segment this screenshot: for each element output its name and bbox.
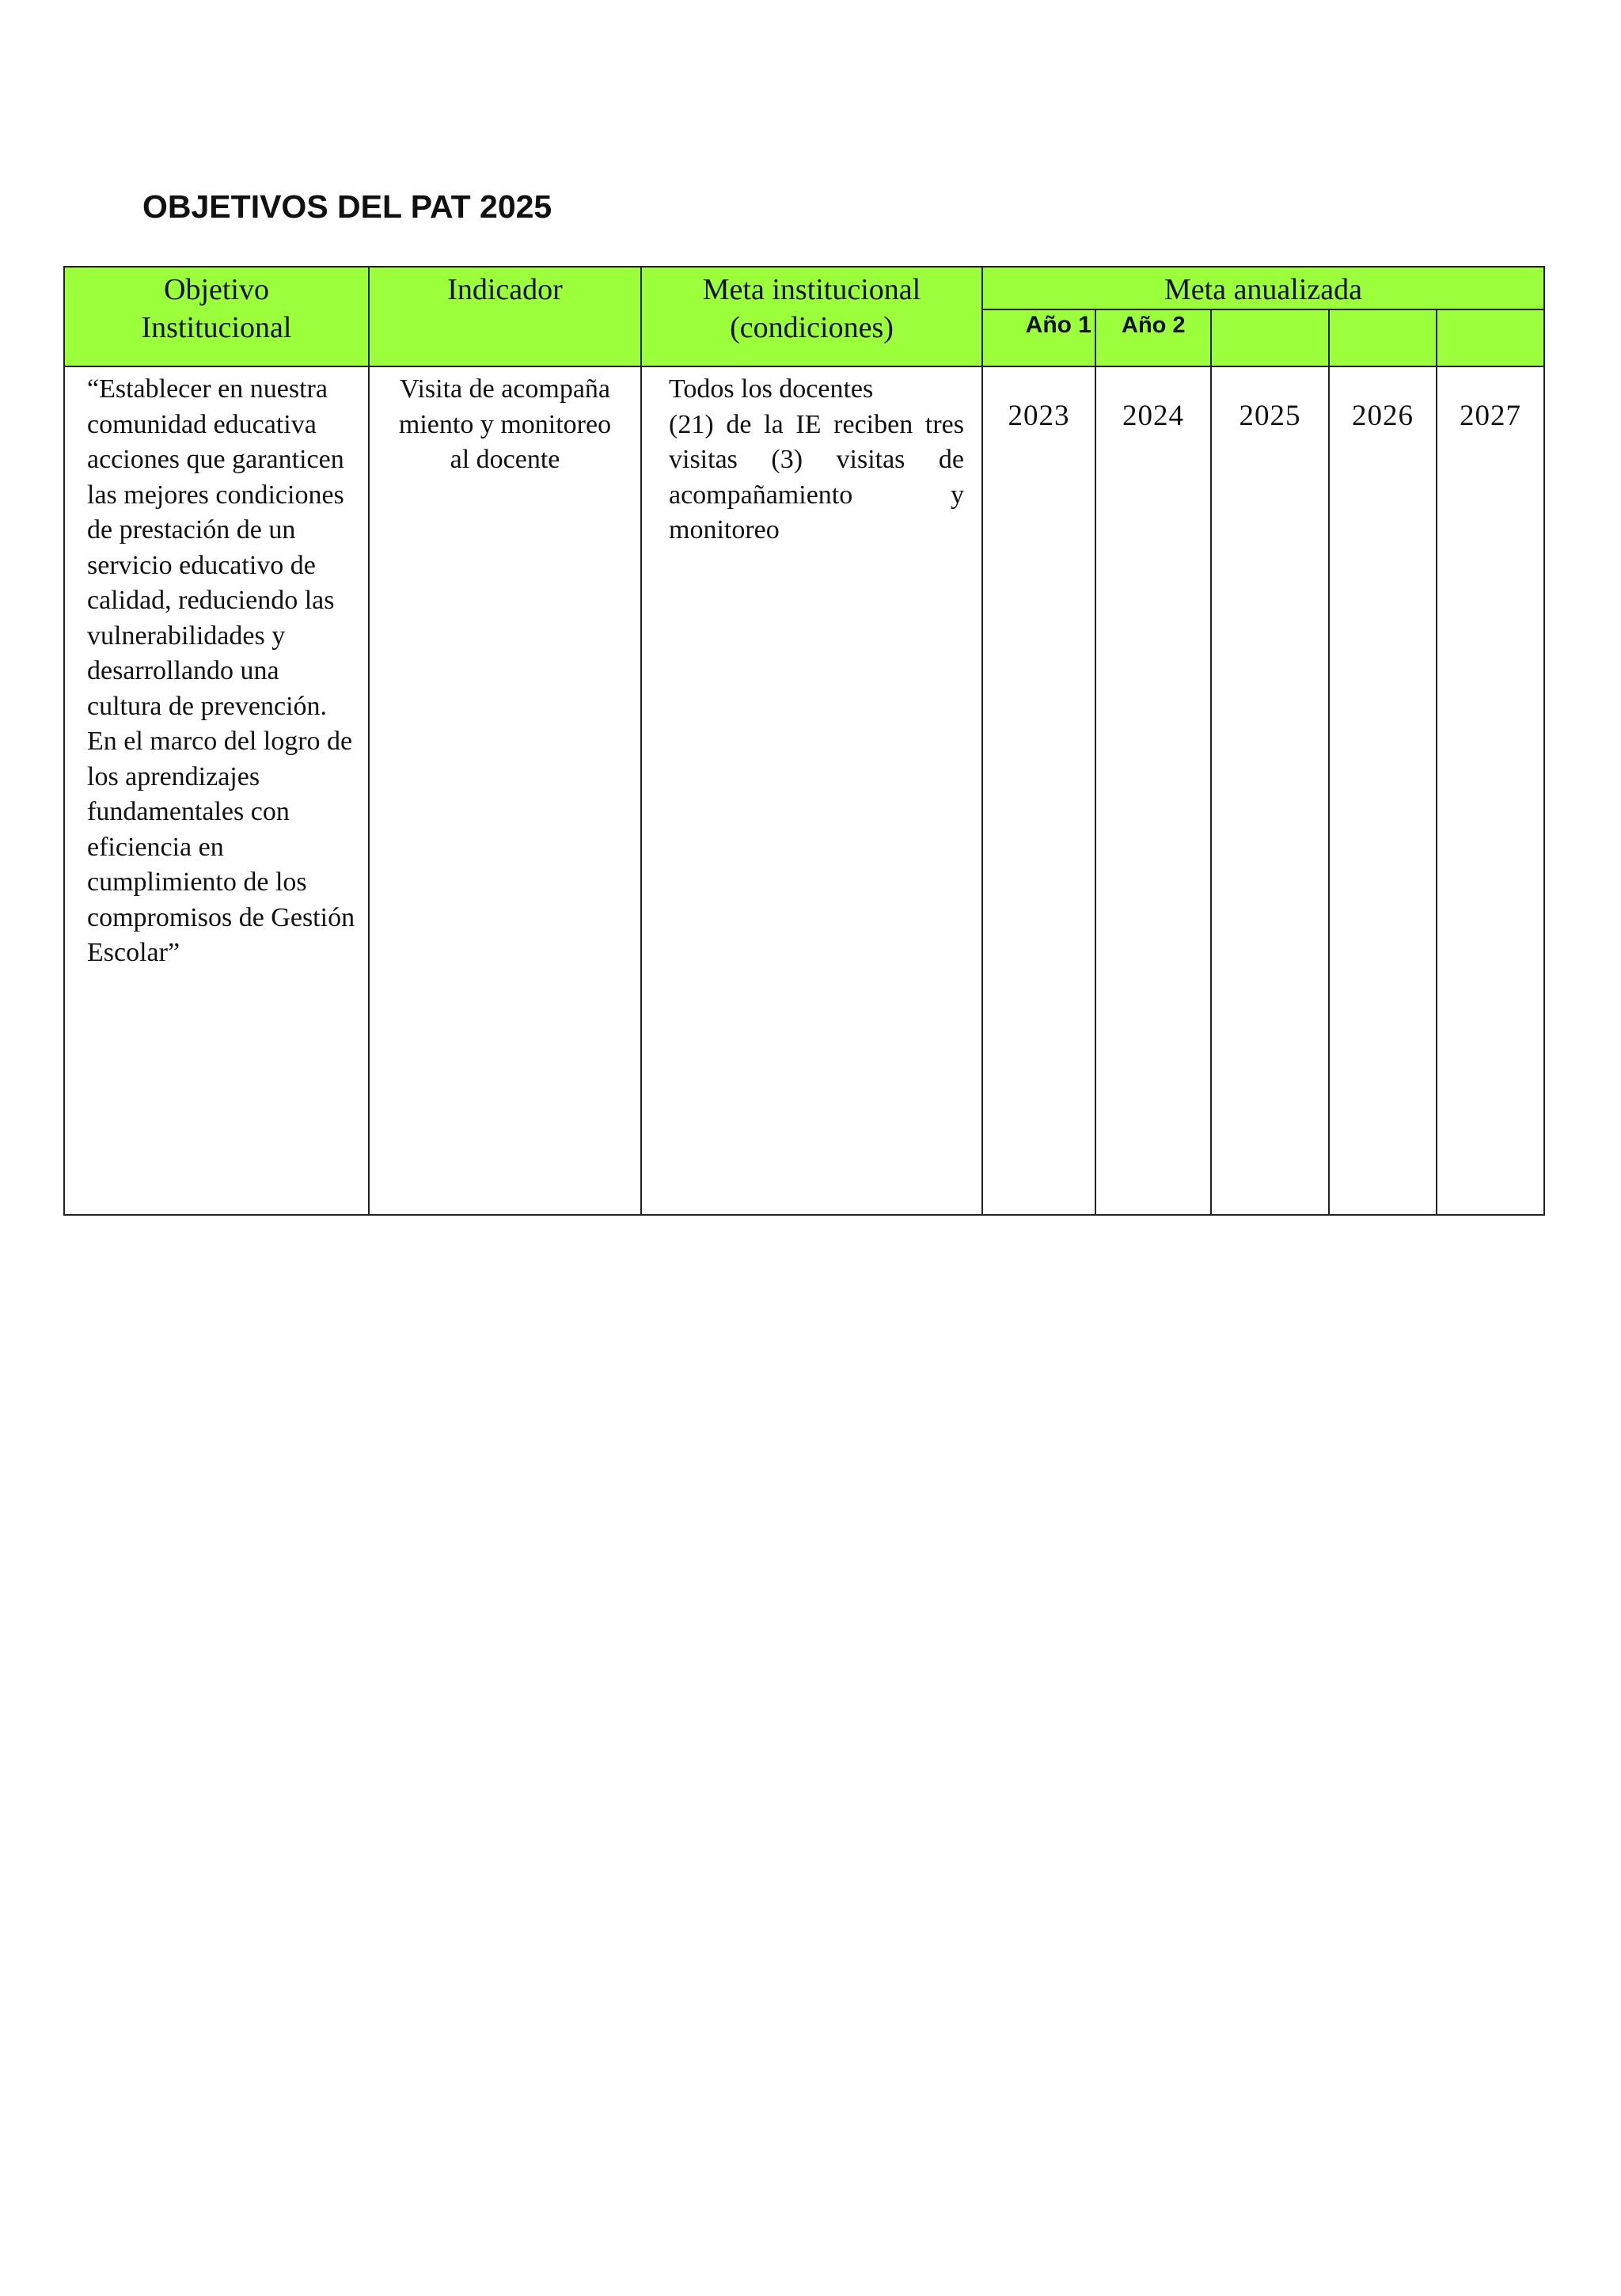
header-indicador-label: Indicador — [447, 273, 563, 306]
page-title: OBJETIVOS DEL PAT 2025 — [142, 188, 552, 225]
header-anio-1-label: Año 1 — [1025, 312, 1091, 338]
meta-text: (21) de la IE reciben tres visitas (3) visitas de acompañamiento y monitoreo — [669, 409, 964, 545]
header-meta-anualizada — [982, 267, 1544, 309]
header-meta-institucional — [641, 267, 982, 366]
cell-year-2027 — [1437, 366, 1544, 1215]
header-meta-line2: (condiciones) — [730, 311, 894, 344]
objetivo-text: “Establecer en nuestra comunidad educativa acciones que garanticen las mejores condiciones de prestación de un servicio educativo de calidad, reduciendo las vulnerabilidades y desarrollando una cultura de prevención. En el marco del logro de los aprendizajes fundamentales con eficiencia en cumplimiento de los compromisos de Gestión Escolar” — [87, 374, 355, 967]
header-anio-2 — [1095, 309, 1211, 366]
header-meta-anualizada-label: Meta anualizada — [1164, 273, 1363, 306]
year-value: 2023 — [1008, 400, 1070, 432]
cell-meta-institucional — [641, 366, 982, 1215]
header-anio-1 — [982, 309, 1095, 366]
cell-year-2023 — [982, 366, 1095, 1215]
meta-first-line: Todos los docentes — [669, 374, 874, 404]
cell-indicador — [369, 366, 641, 1215]
header-anio-4-empty — [1329, 309, 1437, 366]
header-indicador — [369, 267, 641, 366]
cell-year-2024 — [1095, 366, 1211, 1215]
pat-objectives-table — [63, 266, 1545, 1216]
year-value: 2024 — [1122, 400, 1184, 432]
cell-year-2026 — [1329, 366, 1437, 1215]
header-anio-2-label: Año 2 — [1122, 313, 1186, 338]
year-value: 2027 — [1460, 400, 1521, 432]
year-value: 2025 — [1239, 400, 1301, 432]
header-meta-line1: Meta institucional — [702, 273, 921, 306]
cell-objetivo — [64, 366, 369, 1215]
header-objetivo-institucional — [64, 267, 369, 366]
header-anio-5-empty — [1437, 309, 1544, 366]
header-objetivo-label: Objetivo Institucional — [141, 273, 292, 344]
year-value: 2026 — [1352, 400, 1414, 432]
indicador-text: Visita de acompañamiento y monitoreo al docente — [398, 374, 612, 474]
header-anio-3-empty — [1211, 309, 1329, 366]
cell-year-2025 — [1211, 366, 1329, 1215]
